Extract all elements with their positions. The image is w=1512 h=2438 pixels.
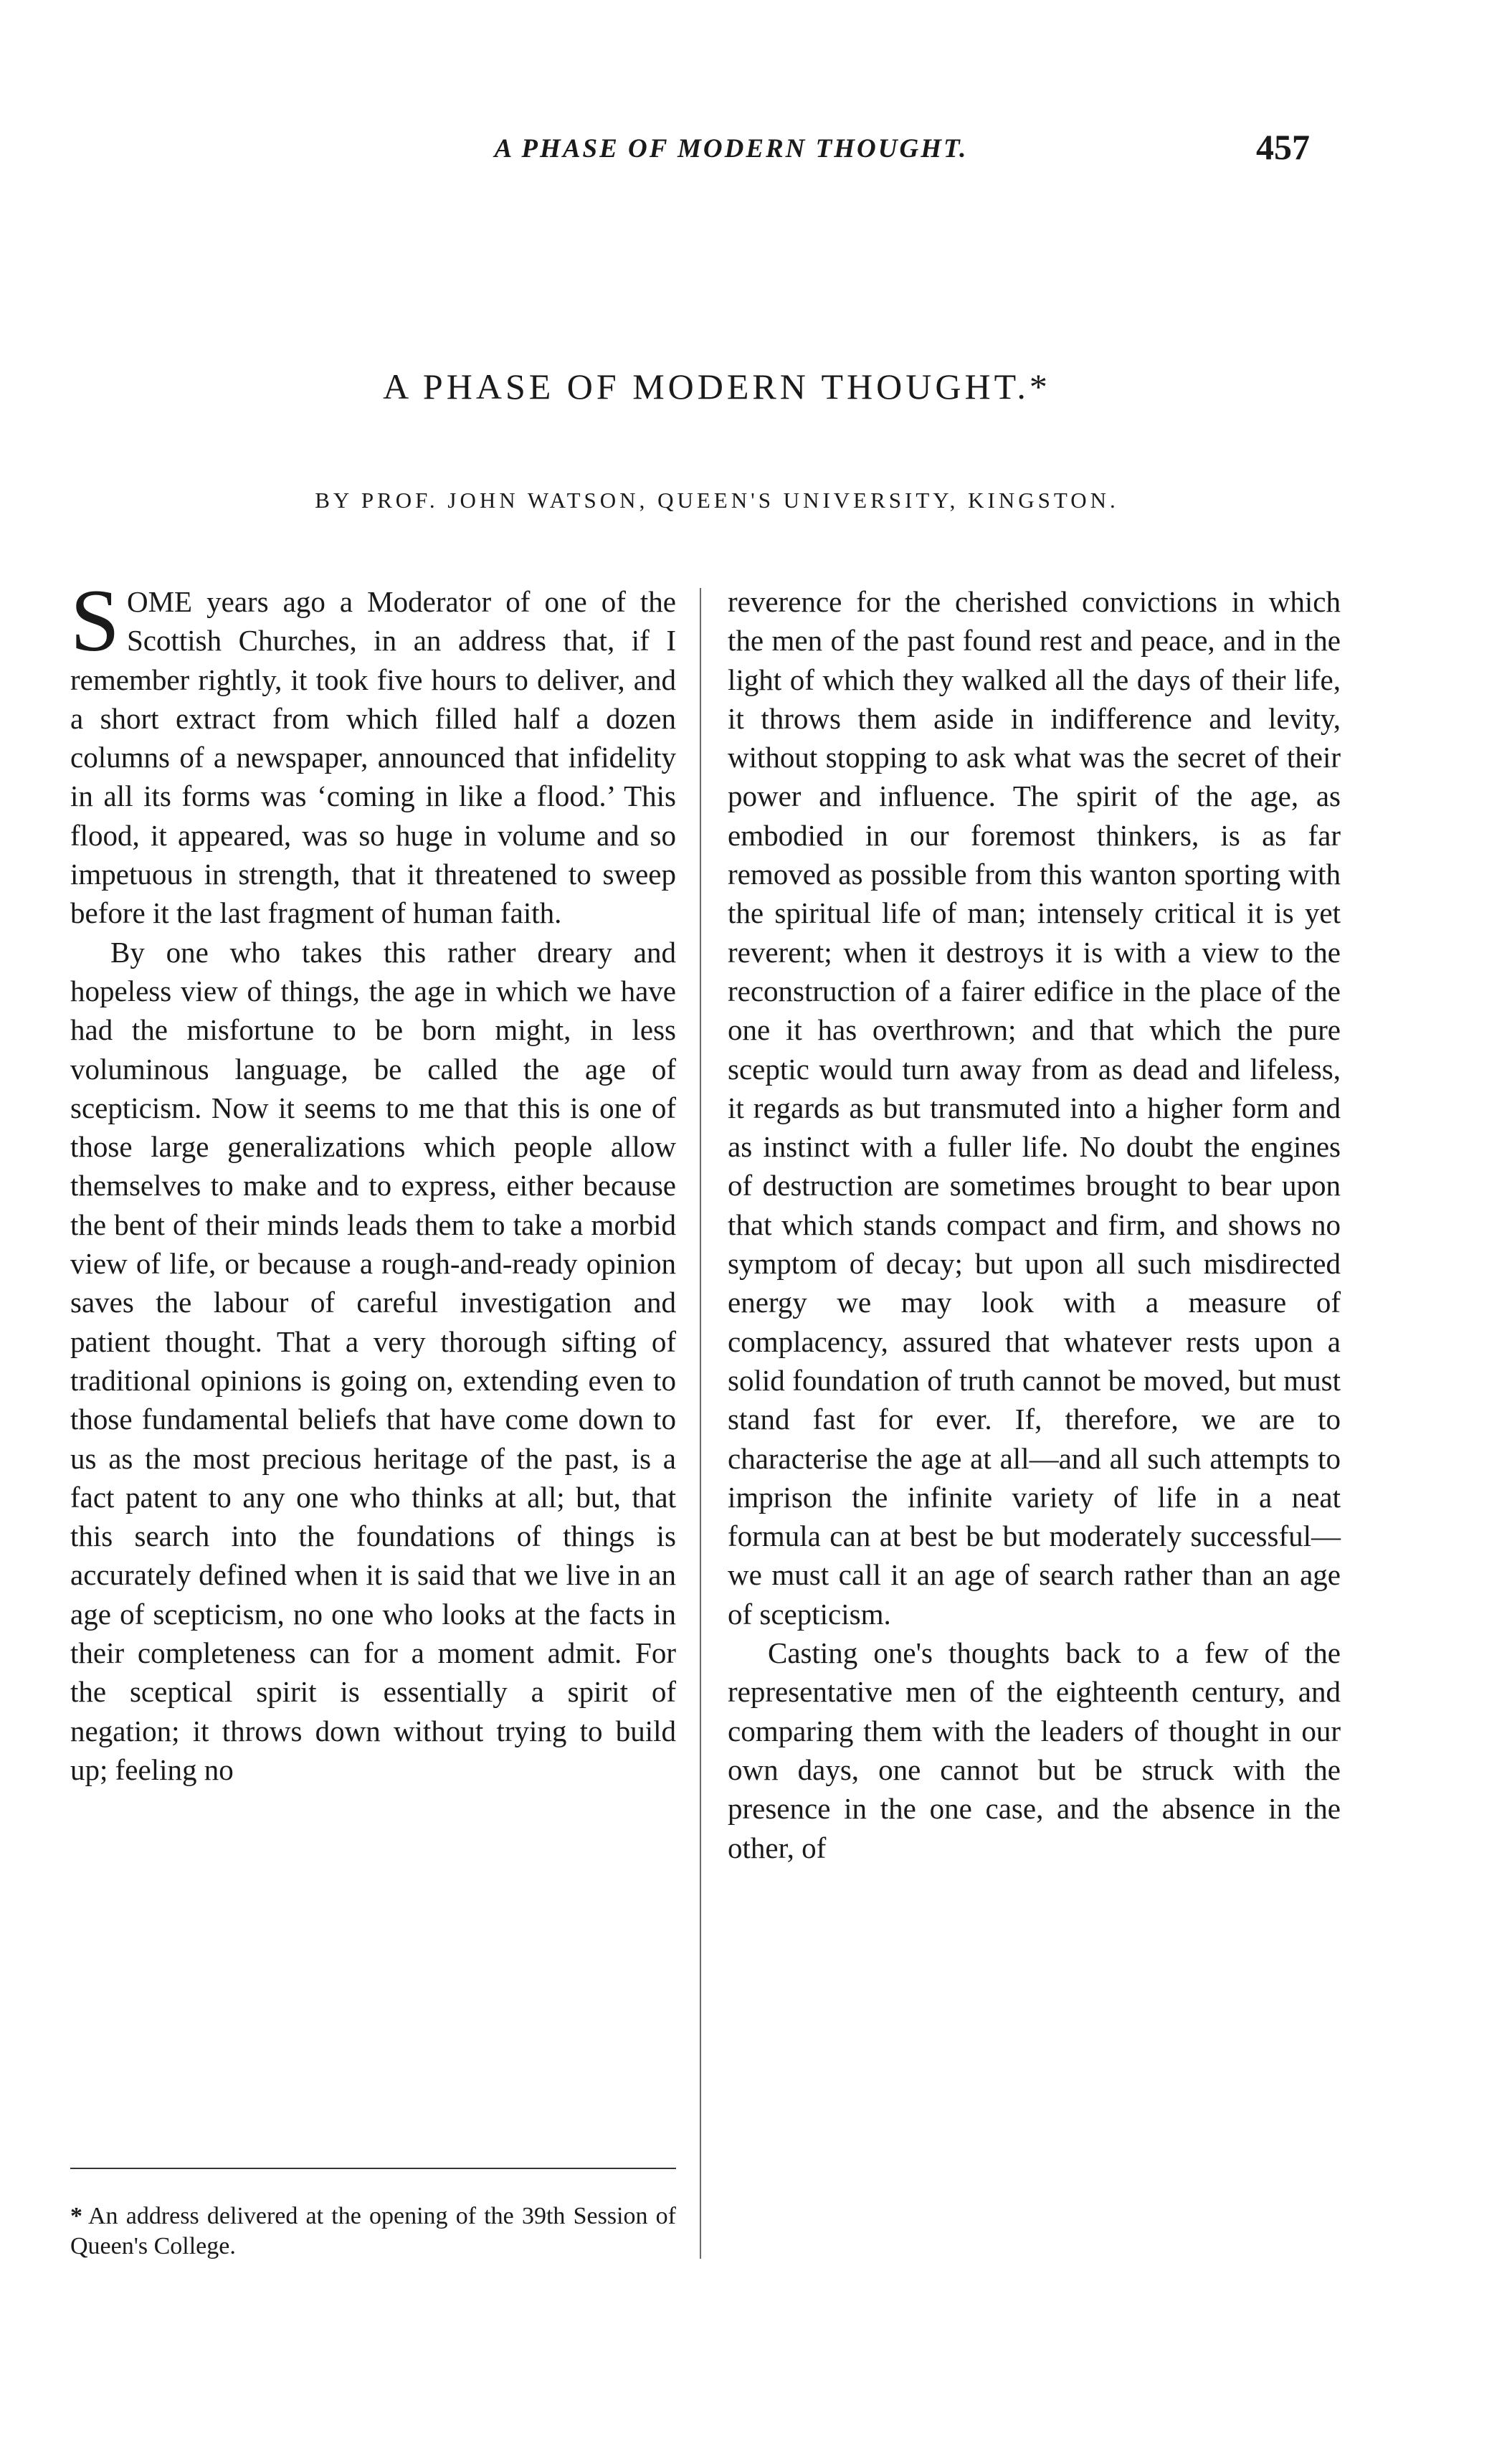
- footnote-text: An address delivered at the opening of the 39th Session of Queen's College.: [70, 2203, 676, 2259]
- paragraph-1-text: OME years ago a Moderator of one of the Scottish Churches, in an address that, if I remember rightly, it took five hours to deliver, and a short extract from which filled half a dozen columns of a newspaper, announced that infidelity in all its forms was ‘coming in like a flood.’ This flood, it appeared, was so huge in volume and so impetuous in strength, that it threatened to sweep before it the last fragment of human faith.: [70, 585, 676, 930]
- right-column: [728, 582, 1341, 1867]
- footnote-marker: *: [70, 2203, 82, 2229]
- article-byline: BY PROF. JOHN WATSON, QUEEN'S UNIVERSITY, KINGSTON.: [315, 488, 1119, 513]
- paragraph-1: [70, 571, 676, 933]
- paragraph-3: Casting one's thoughts back to a few of the representative men of the eighteenth century, and comparing them with the leaders of thought in our own days, one cannot but be struck with the presence in the one case, and the absence in the other, of: [728, 1636, 1341, 1864]
- page-number: 457: [1256, 127, 1310, 167]
- paragraph-2: By one who takes this rather dreary and hopeless view of things, the age in which we have had the misfortune to be born might, in less voluminous language, be called the age of scepticism. Now it seems to me that this is one of those large generalizations which people allow themselves to make and to express, either because the bent of their minds leads them to take a morbid view of life, or because a rough-and-ready opinion saves the labour of careful investigation and patient thought. That a very thorough sifting of traditional opinions is going on, extending even to those fundamental beliefs that have come down to us as the most precious heritage of the past, is a fact patent to any one who thinks at all; but, that this search into the foundations of things is accurately defined when it is said that we live in an age of scepticism, no one who looks at the facts in their completeness can for a moment admit. For the sceptical spirit is essentially a spirit of negation; it throws down without trying to build up; feeling no: [70, 935, 676, 1786]
- paragraph-continued: reverence for the cherished convictions in which the men of the past found rest and peace, and in the light of which they walked all the days of their life, it throws them aside in indifference and levity, without stopping to ask what was the secret of their power and influence. The spirit of the age, as embodied in our foremost thinkers, is as far removed as possible from this wanton sporting with the spiritual life of man; intensely critical it is yet reverent; when it destroys it is with a view to the reconstruction of a fairer edifice in the place of the one it has overthrown; and that which the pure sceptic would turn away from as dead and lifeless, it regards as but transmuted into a higher form and as instinct with a fuller life. No doubt the engines of destruction are sometimes brought to bear upon that which stands compact and firm, and shows no symptom of decay; but upon all such misdirected energy we may look with a measure of complacency, assured that whatever rests upon a solid foundation of truth cannot be moved, but must stand fast for ever. If, therefore, we are to characterise the age at all—and all such attempts to imprison the infinite variety of life in a neat formula can at best be but moderately successful—we must call it an age of search rather than an age of scepticism.: [728, 585, 1341, 1631]
- column-divider: [700, 588, 701, 2259]
- drop-cap: S: [70, 571, 120, 670]
- article-title: A PHASE OF MODERN THOUGHT.*: [383, 366, 1051, 407]
- footnote: [70, 2201, 676, 2262]
- footnote-divider: [70, 2168, 676, 2169]
- running-title: A PHASE OF MODERN THOUGHT.: [494, 134, 969, 163]
- left-column: [70, 571, 676, 1789]
